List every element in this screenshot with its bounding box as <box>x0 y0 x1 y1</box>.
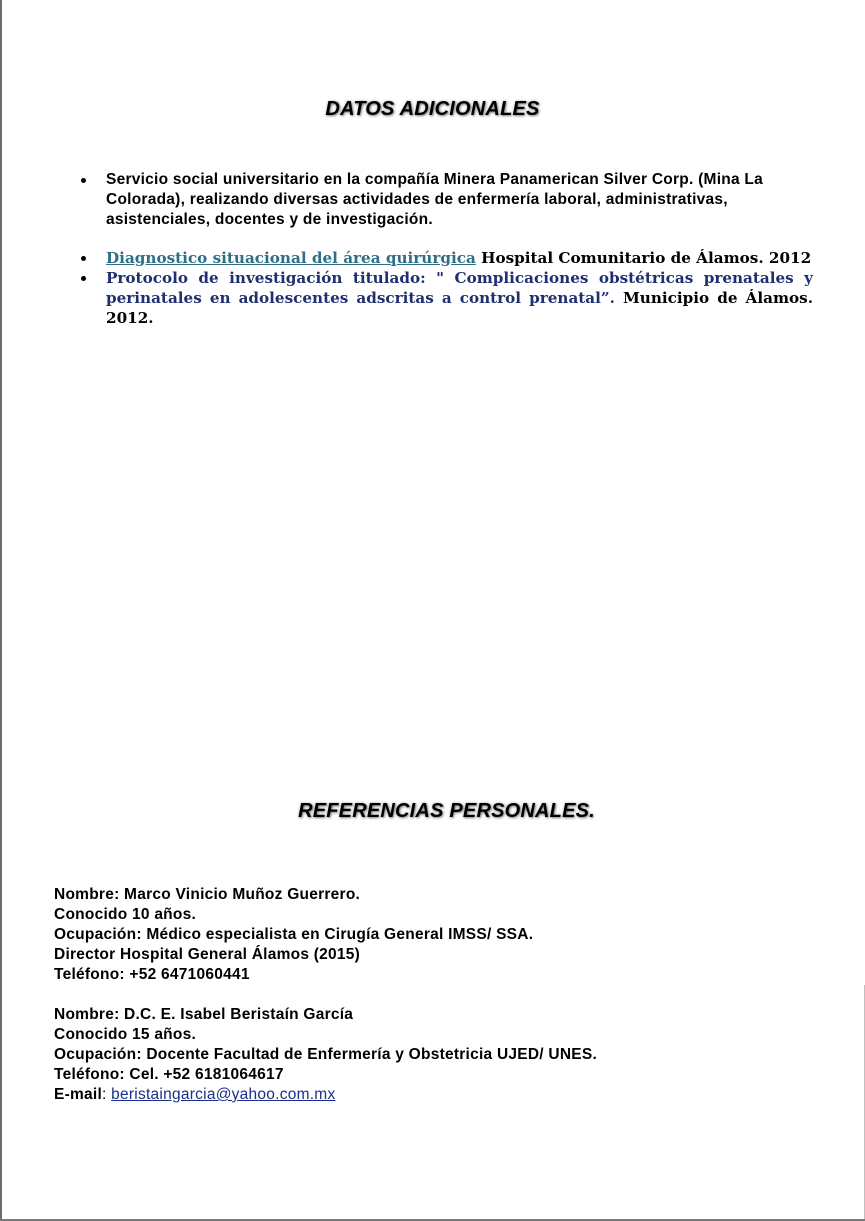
datos-adicionales-heading: DATOS ADICIONALES <box>325 98 540 120</box>
bullet-servicio-social: Servicio social universitario en la compañía Minera Panamerican Silver Corp. (Mina La Colorada), realizando diversas actividades de enfermería laboral, administrativas, asistenciales, docentes y de investigación. <box>78 170 813 230</box>
diagnostico-link[interactable]: Diagnostico situacional del área quirúrgica <box>106 249 476 267</box>
datos-list-2 <box>78 248 813 328</box>
diagnostico-text: Hospital Comunitario de Álamos. 2012 <box>475 249 812 267</box>
bullet-diagnostico <box>78 248 813 268</box>
email-label: E-mail <box>54 1086 103 1103</box>
ref1-conocido: Conocido 10 años. <box>54 906 197 923</box>
datos-list-1 <box>78 170 813 230</box>
email-link[interactable]: beristaingarcia@yahoo.com.mx <box>111 1086 336 1103</box>
email-colon: : <box>102 1086 112 1103</box>
ref1-director: Director Hospital General Álamos (2015) <box>54 946 361 963</box>
referencias-heading: REFERENCIAS PERSONALES. <box>298 800 595 822</box>
protocolo-text: Municipio de Álamos. 2012. <box>106 289 813 327</box>
ref2-telefono: Teléfono: Cel. +52 6181064617 <box>54 1066 284 1083</box>
ref2-nombre: Nombre: D.C. E. Isabel Beristaín García <box>54 1006 354 1023</box>
reference-2 <box>54 1005 814 1105</box>
ref1-telefono: Teléfono: +52 6471060441 <box>54 966 250 983</box>
bullet-protocolo <box>78 268 813 328</box>
page-border-left <box>0 0 2 1221</box>
ref2-ocupacion: Ocupación: Docente Facultad de Enfermería y Obstetricia UJED/ UNES. <box>54 1046 598 1063</box>
ref1-nombre: Nombre: Marco Vinicio Muñoz Guerrero. <box>54 886 361 903</box>
ref1-ocupacion: Ocupación: Médico especialista en Cirugía General IMSS/ SSA. <box>54 926 534 943</box>
reference-1 <box>54 885 814 985</box>
protocolo-title: Protocolo de investigación titulado: " Complicaciones obstétricas prenatales y perinatales en adolescentes adscritas a control prenatal”. <box>106 269 813 307</box>
ref2-email-line <box>54 1085 814 1105</box>
ref2-conocido: Conocido 15 años. <box>54 1026 197 1043</box>
